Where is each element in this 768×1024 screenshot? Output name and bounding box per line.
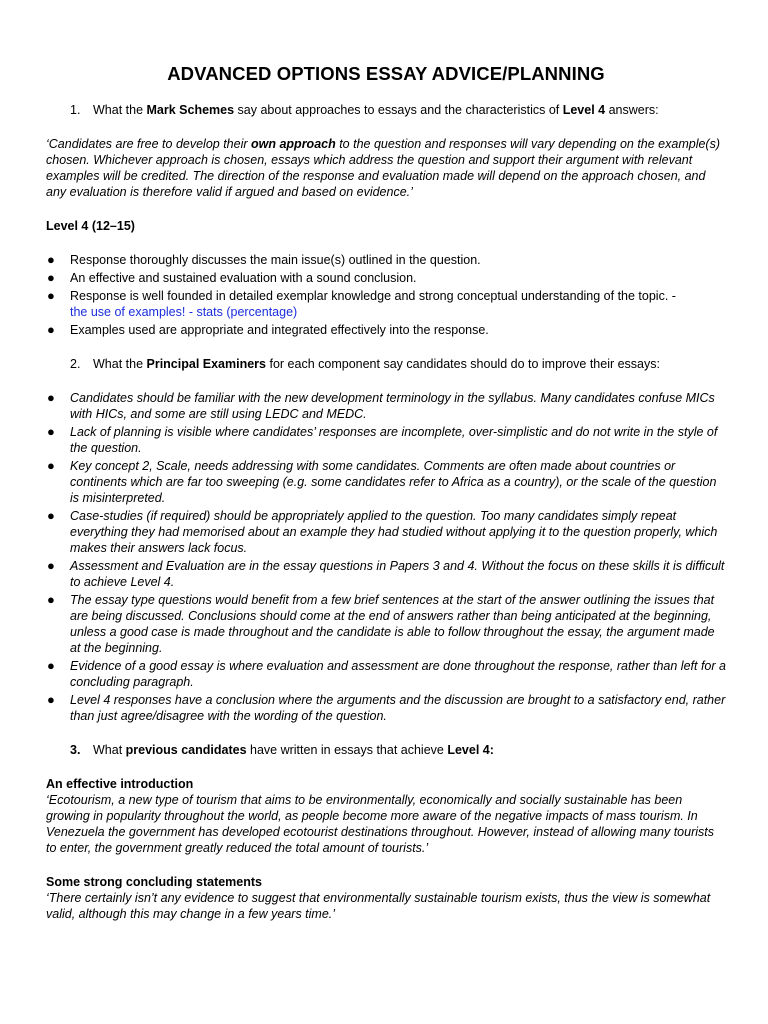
bullet-icon: ● [47, 658, 55, 673]
document-page [46, 62, 726, 922]
bullet-icon: ● [47, 508, 55, 523]
section-2-number: 2. [70, 357, 81, 371]
list-item: ● Examples used are appropriate and integrated effectively into the response. [47, 322, 489, 337]
bullet-icon: ● [47, 252, 55, 267]
section-2-text: What the Principal Examiners for each component say candidates should do to improve their essays: [93, 357, 660, 371]
level-4-criteria-list [46, 252, 726, 338]
examiner-advice-list [46, 390, 726, 724]
list-item: ● Response is well founded in detailed exemplar knowledge and strong conceptual understanding of the topic. - the use of examples! - stats (percentage) [47, 288, 676, 319]
annotation-note: the use of examples! - stats (percentage) [70, 305, 298, 319]
list-item: ● Response thoroughly discusses the main issue(s) outlined in the question. [47, 252, 481, 267]
conclusion-quote: ‘There certainly isn’t any evidence to suggest that environmentally sustainable tourism exists, thus the view is somewhat valid, although this may change in a few years time.’ [46, 891, 711, 921]
conclusion-heading: Some strong concluding statements [46, 875, 263, 889]
introduction-quote: ‘Ecotourism, a new type of tourism that aims to be environmentally, economically and socially sustainable has been growing in popularity throughout the world, as people become more aware of the negative impacts of mass tourism. In Venezuela the government has developed ecotourist destinations throughout. However, instead of allowing many tourists to enter, the government greatly reduced the total amount of tourists.’ [46, 793, 714, 855]
page-title: ADVANCED OPTIONS ESSAY ADVICE/PLANNING [167, 63, 605, 84]
list-item: ● The essay type questions would benefit from a few brief sentences at the start of the answer outlining the issues that are being discussed. Conclusions should come at the end of answers rather than being anticipated at the beginning, unless a good case is made throughout and the candidate is able to follow throughout the essay, the argument made at the beginning. [47, 592, 715, 655]
bullet-icon: ● [47, 692, 55, 707]
list-item: ● Candidates should be familiar with the new development terminology in the syllabus. Many candidates confuse MICs with HICs, and some are still using LEDC and MEDC. [47, 390, 715, 421]
section-3-heading [46, 742, 726, 758]
bullet-icon: ● [47, 288, 55, 303]
bullet-icon: ● [47, 390, 55, 405]
section-3-text: What previous candidates have written in essays that achieve Level 4: [93, 743, 494, 757]
list-item: ● Level 4 responses have a conclusion where the arguments and the discussion are brought to a satisfactory end, rather than just agree/disagree with the wording of the question. [47, 692, 726, 723]
bullet-icon: ● [47, 424, 55, 439]
section-1-number: 1. [70, 103, 81, 117]
bullet-icon: ● [47, 558, 55, 573]
list-item: ● Case-studies (if required) should be appropriately applied to the question. Too many candidates simply repeat everything they had memorised about an example they had studied without applying it to the question properly, which makes their answers lack focus. [47, 508, 718, 555]
list-item: ● Key concept 2, Scale, needs addressing with some candidates. Comments are often made about countries or continents which are far too sweeping (e.g. some candidates refer to Africa as a country), or the scale of the question is misinterpreted. [47, 458, 717, 505]
list-item: ● An effective and sustained evaluation with a sound conclusion. [47, 270, 417, 285]
bullet-icon: ● [47, 322, 55, 337]
bullet-icon: ● [47, 592, 55, 607]
section-3-number: 3. [70, 743, 81, 757]
mark-scheme-quote: ‘Candidates are free to develop their own approach to the question and responses will vary depending on the example(s) chosen. Whichever approach is chosen, essays which address the question and support their argument with relevant examples will be credited. The direction of the response and evaluation made will depend on the approach chosen, and any evaluation is therefore valid if argued and based on evidence.’ [46, 137, 720, 199]
level-4-heading: Level 4 (12–15) [46, 219, 135, 233]
section-2-heading [46, 356, 726, 372]
section-1-text: What the Mark Schemes say about approaches to essays and the characteristics of Level 4 answers: [93, 103, 659, 117]
list-item: ● Lack of planning is visible where candidates’ responses are incomplete, over-simplistic and do not write in the style of the question. [47, 424, 718, 455]
list-item: ● Evidence of a good essay is where evaluation and assessment are done throughout the response, rather than left for a concluding paragraph. [47, 658, 726, 689]
introduction-heading: An effective introduction [46, 777, 194, 791]
section-1-heading [46, 102, 726, 118]
bullet-icon: ● [47, 458, 55, 473]
bullet-icon: ● [47, 270, 55, 285]
list-item: ● Assessment and Evaluation are in the essay questions in Papers 3 and 4. Without the focus on these skills it is difficult to achieve Level 4. [47, 558, 725, 589]
